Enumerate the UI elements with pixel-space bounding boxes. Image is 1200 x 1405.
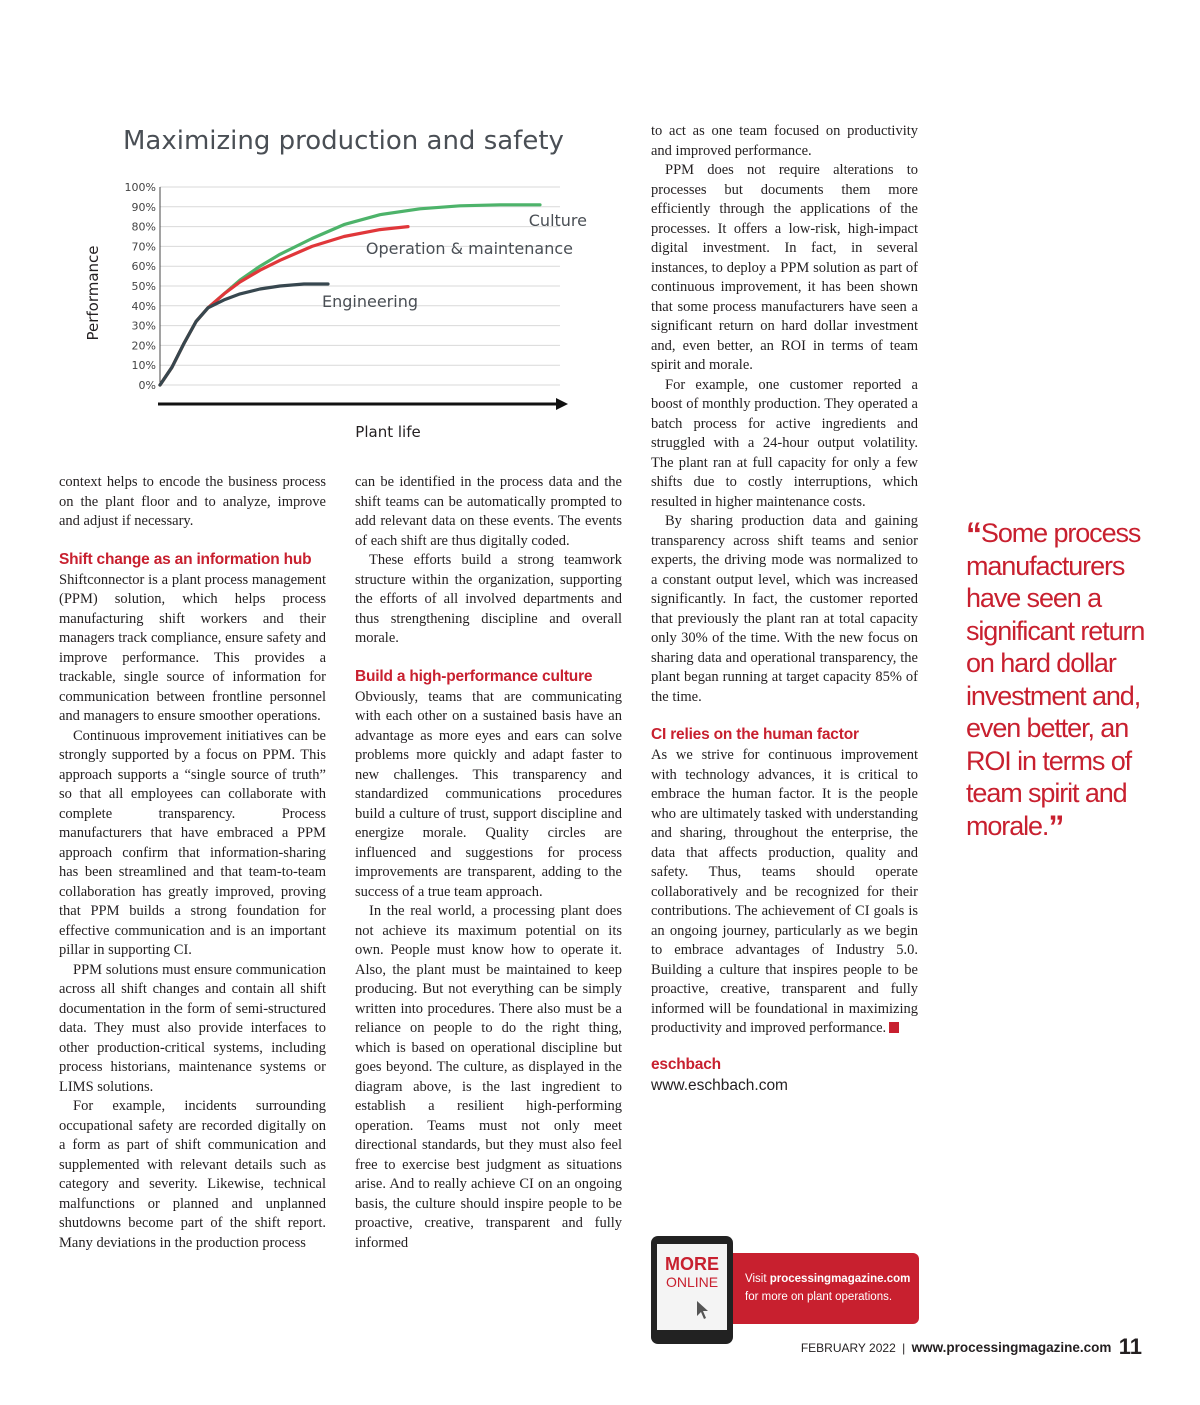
paragraph: context helps to encode the business process on the plant floor and to analyze, improve and adjust if necessary. xyxy=(59,474,326,529)
y-tick-label: 100% xyxy=(124,181,156,194)
pull-quote xyxy=(966,516,1156,845)
close-quote-icon: ” xyxy=(1048,808,1064,845)
page-footer xyxy=(801,1334,1142,1360)
y-tick-label: 0% xyxy=(138,379,156,392)
paragraph: can be identified in the process data and the shift teams can be automatically prompted to add relevant data on these events. The events of each shift are thus digitally coded. xyxy=(355,474,622,549)
y-axis-label: Performance xyxy=(84,245,102,341)
footer-site-link[interactable]: www.processingmagazine.com xyxy=(911,1340,1112,1355)
company-name: eschbach xyxy=(651,1055,721,1073)
end-of-article-mark-icon xyxy=(889,1022,899,1033)
section-heading-shift-change: Shift change as an information hub xyxy=(59,550,312,568)
y-tick-label: 90% xyxy=(131,200,156,214)
pull-quote-text: Some process manufacturers have seen a significant return on hard dollar investment and, even better, an ROI in terms of team spirit and morale. xyxy=(966,518,1145,841)
promo-banner[interactable] xyxy=(733,1253,919,1324)
series-label: Engineering xyxy=(322,292,418,311)
y-tick-label: 10% xyxy=(131,359,156,373)
paragraph: Shiftconnector is a plant process management (PPM) solution, which helps process manufacturing shift workers and their managers track compliance, ensure safety and improve performance. This provides a trackable, single source of information for communication between frontline personnel and managers to ensure smoother operations. xyxy=(59,571,326,724)
footer-separator: | xyxy=(902,1341,906,1355)
paragraph: to act as one team focused on productivity and improved performance. xyxy=(651,123,918,159)
paragraph-text: As we strive for continuous improvement with technology advances, it is critical to embrace the human factor. It is the people who are ultimately tasked with understanding and sharing, throughout the enterprise, the data that affects production, quality and safety. Thus, teams should operate collaboratively and be recognized for their contributions. The achievement of CI goals is an ongoing journey, particularly as we begin to embrace advantages of Industry 5.0. Building a culture that inspires people to be proactive, creative, transparent and fully informed will be foundational in maximizing productivity and improved performance. xyxy=(651,747,918,1036)
y-tick-label: 50% xyxy=(131,280,156,293)
section-heading-culture: Build a high-performance culture xyxy=(355,667,593,685)
paragraph: In the real world, a processing plant does not achieve its maximum potential on its own. People must know how to operate it. Also, the plant must be maintained to keep producing. But not everything can be simply written into procedures. There also must be a reliance on people to do the right thing, which is based on operational discipline but goes beyond. The culture, as displayed in the diagram above, is the last ingredient to establish a resilient high-performing operation. Teams must not only meet directional standards, but they must also feel free to exercise best judgment as situations arise. And to really achieve CI on an ongoing basis, the culture should inspire people to be proactive, creative, transparent and fully informed xyxy=(355,903,622,1251)
paragraph: PPM does not require alterations to processes but documents them more efficiently through the applications of the processes. It offers a low-risk, high-impact digital investment. In fact, in several instances, to deploy a PPM solution as part of continuous improvement, it has been shown that some process manufacturers have seen a significant return on hard dollar investment and, even better, an ROI in terms of team spirit and morale. xyxy=(651,162,918,373)
article-column-3 xyxy=(651,122,918,1096)
issue-date: FEBRUARY 2022 xyxy=(800,1341,896,1355)
y-tick-label: 20% xyxy=(131,339,156,353)
promo-tagline: for more on plant operations. xyxy=(745,1291,893,1303)
open-quote-icon: “ xyxy=(966,516,981,552)
x-axis-arrowhead xyxy=(556,398,568,410)
paragraph: PPM solutions must ensure communication across all shift changes and contain all shift documentation in the form of semi-structured data. They must also provide interfaces to other production-critical systems, including process historians, maintenance systems or LIMS solutions. xyxy=(59,961,326,1095)
series-line-engineering xyxy=(160,284,328,385)
paragraph: For example, incidents surrounding occupational safety are recorded digitally on a form as part of shift communication and supplemented with relevant details such as category and severity. Likewise, technical malfunctions or planned and unplanned shutdowns become part of the shift report. Many deviations in the production process xyxy=(59,1098,326,1251)
more-online-promo[interactable] xyxy=(651,1236,919,1348)
section-heading-human-factor: CI relies on the human factor xyxy=(651,726,859,743)
y-tick-label: 40% xyxy=(131,299,156,313)
paragraph: These efforts build a strong teamwork structure within the organization, supporting the efforts of all involved departments and thus strengthening discipline and overall morale. xyxy=(355,552,622,646)
chart-gridlines xyxy=(160,187,560,385)
promo-site-link[interactable]: processingmagazine.com xyxy=(769,1273,911,1285)
chart-y-ticks xyxy=(125,181,156,392)
paragraph: For example, one customer reported a boost of monthly production. They operated a batch process for active ingredients and struggled with a 24-hour output volatility. The plant ran at full capacity for only a few shifts due to costly interruptions, which resulted in higher maintenance costs. xyxy=(651,376,918,510)
series-label: Culture xyxy=(528,211,587,230)
company-url-link[interactable]: www.eschbach.com xyxy=(651,1076,788,1094)
page-number: 11 xyxy=(1118,1334,1142,1359)
x-axis-label: Plant life xyxy=(355,423,421,441)
performance-chart xyxy=(80,115,620,455)
paragraph xyxy=(651,746,918,1039)
series-label: Operation & maintenance xyxy=(365,239,573,258)
y-tick-label: 80% xyxy=(131,220,156,234)
paragraph: By sharing production data and gaining transparency across shift teams and senior experts, the driving mode was normalized to a constant output level, which was increased significantly. In fact, the customer reported that previously the plant ran at total capacity only 30% of the time. With the new focus on sharing data and operational transparency, the plant began running at target capacity 85% of the time. xyxy=(651,513,918,705)
paragraph: Obviously, teams that are communicating with each other on a sustained basis have an advantage as more eyes and ears can solve problems more quickly and adapt faster to new challenges. This transparency and standardized communications procedures build a culture of trust, support discipline and energize morale. Quality circles are influenced and suggestions for process improvements are transparent, adding to the success of a true team approach. xyxy=(355,688,622,900)
y-tick-label: 30% xyxy=(131,319,156,333)
online-label: ONLINE xyxy=(665,1274,719,1290)
article-column-1 xyxy=(59,473,326,1253)
y-tick-label: 70% xyxy=(131,240,156,254)
article-column-2 xyxy=(355,473,622,1253)
chart-title: Maximizing production and safety xyxy=(123,126,564,156)
tablet-screen xyxy=(657,1244,727,1330)
more-label: MORE xyxy=(665,1254,719,1274)
cursor-icon xyxy=(696,1300,710,1320)
paragraph: Continuous improvement initiatives can be strongly supported by a focus on PPM. This approach supports a “single source of truth” so that all employees can collaborate with complete transparency. Process manufacturers that have embraced a PPM approach confirm that information-sharing has been streamlined and that team-to-team collaboration has greatly improved, proving that PPM builds a strong foundation for effective communication and is an important pillar in supporting CI. xyxy=(59,727,326,958)
tablet-icon xyxy=(651,1236,733,1344)
promo-visit: Visit xyxy=(745,1273,767,1285)
y-tick-label: 60% xyxy=(131,260,156,274)
